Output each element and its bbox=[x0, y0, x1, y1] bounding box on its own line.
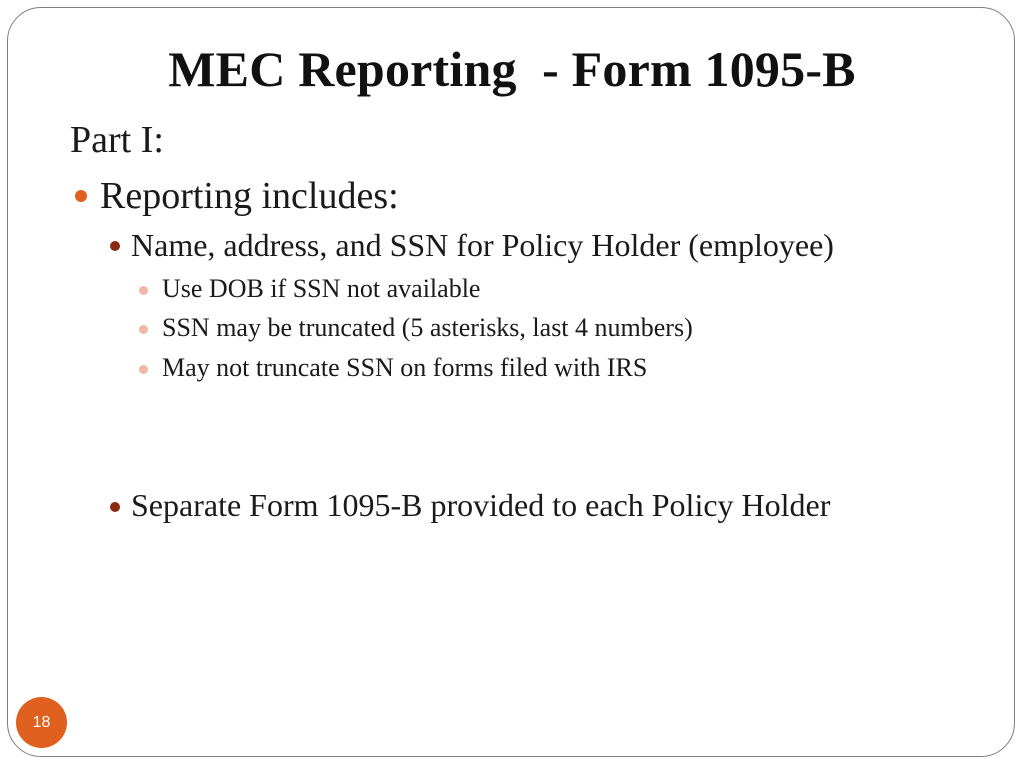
bullet-dot bbox=[75, 190, 87, 202]
bullet-item: Separate Form 1095-B provided to each Policy Holder bbox=[131, 487, 831, 523]
bullet-dot bbox=[110, 241, 120, 251]
bullet-item: May not truncate SSN on forms filed with IRS bbox=[162, 353, 648, 382]
part-label: Part I: bbox=[70, 119, 164, 161]
bullet-dot bbox=[139, 325, 148, 334]
bullet-dot bbox=[110, 502, 120, 512]
bullet-item: SSN may be truncated (5 asterisks, last 4 numbers) bbox=[162, 313, 693, 342]
bullet-item: Reporting includes: bbox=[100, 175, 399, 217]
page-number-badge: 18 bbox=[16, 697, 67, 748]
bullet-item: Use DOB if SSN not available bbox=[162, 274, 481, 303]
bullet-dot bbox=[139, 365, 148, 374]
bullet-item: Name, address, and SSN for Policy Holder (employee) bbox=[131, 227, 834, 263]
slide-title: MEC Reporting - Form 1095-B bbox=[168, 41, 856, 97]
bullet-dot bbox=[139, 286, 148, 295]
